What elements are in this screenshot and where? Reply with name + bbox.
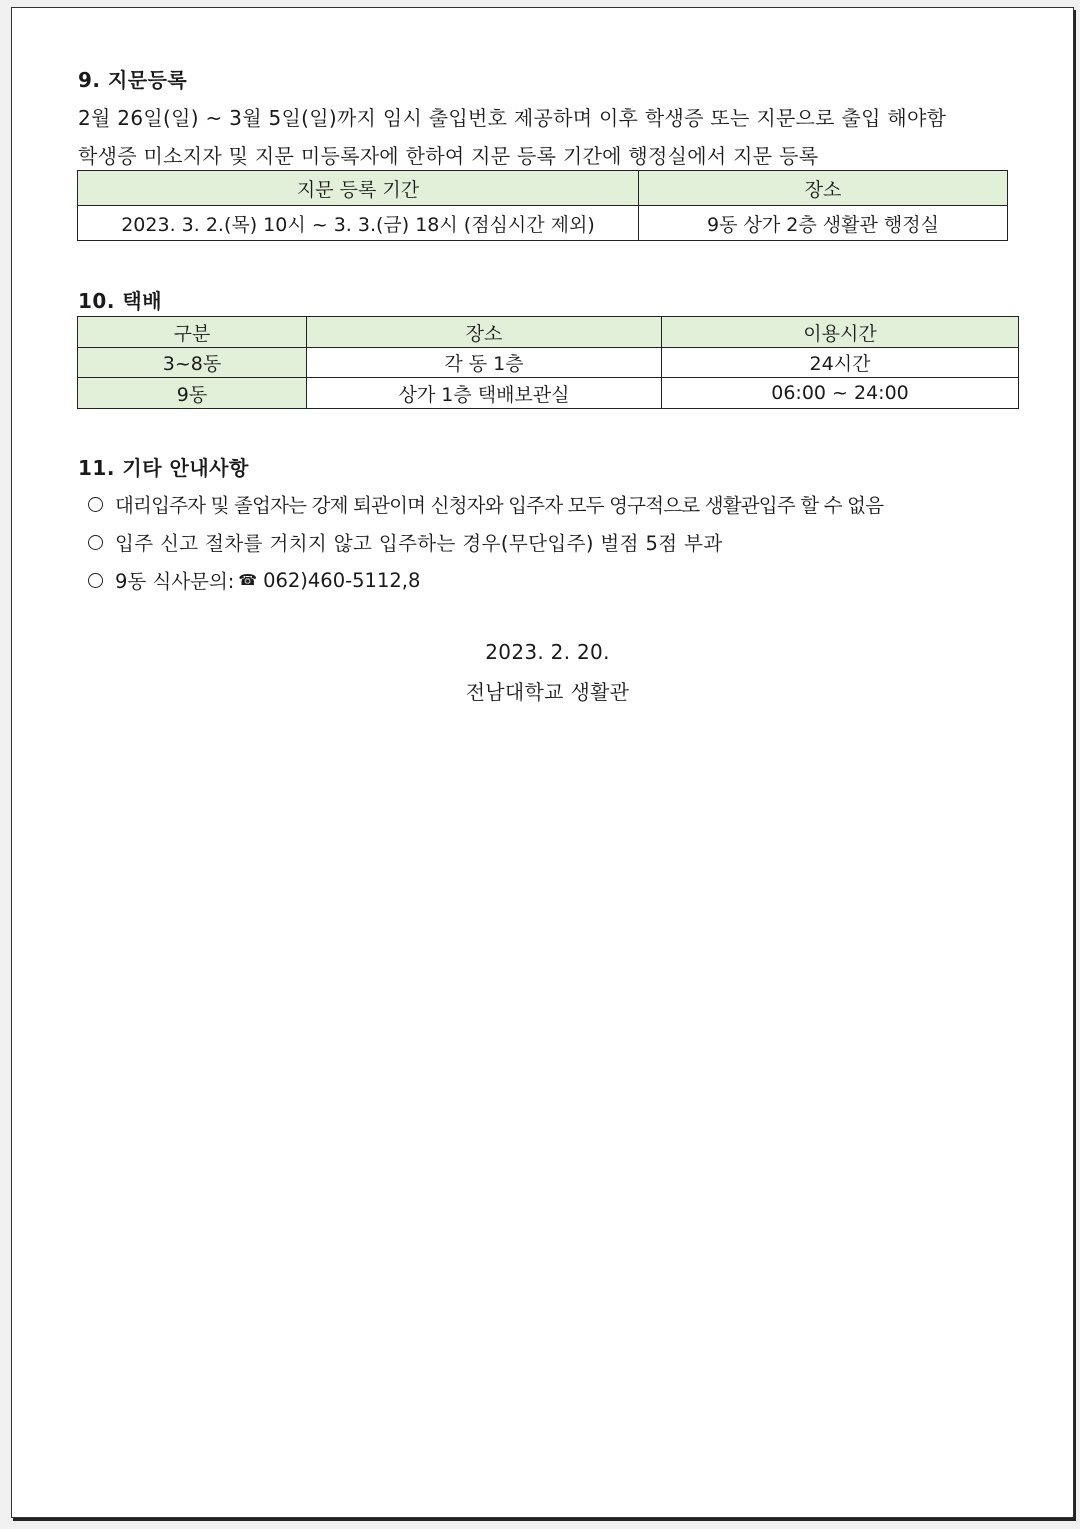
table-cell: 06:00 ~ 24:00	[662, 378, 1019, 409]
list-item-text: 대리입주자 및 졸업자는 강제 퇴관이며 신청자와 입주자 모두 영구적으로 생활관입주 할 수 없음	[115, 494, 884, 517]
fingerprint-table	[77, 170, 1008, 241]
list-item	[88, 490, 883, 518]
table-cell: 9동	[78, 378, 307, 409]
table-cell: 각 동 1층	[307, 348, 662, 378]
table-header-cell: 장소	[307, 317, 662, 348]
section-10-title: 10. 택배	[78, 289, 163, 313]
contact-label: 9동 식사문의:	[115, 570, 235, 593]
issuer-org: 전남대학교 생활관	[465, 680, 630, 704]
section-9-line-1: 2월 26일(일) ~ 3월 5일(일)까지 임시 출입번호 제공하며 이후 학생증 또는 지문으로 출입 해야함	[78, 106, 947, 130]
table-row	[78, 378, 1019, 409]
table-header-row	[78, 317, 1019, 348]
phone-icon: ☎	[238, 571, 258, 589]
bullet-circle-icon	[88, 497, 103, 512]
table-header-cell: 지문 등록 기간	[78, 171, 639, 206]
section-9-line-2: 학생증 미소지자 및 지문 미등록자에 한하여 지문 등록 기간에 행정실에서 지문 등록	[78, 144, 819, 168]
document-page	[11, 7, 1074, 1518]
table-row	[78, 206, 1008, 241]
section-11-title: 11. 기타 안내사항	[78, 456, 249, 480]
table-header-row	[78, 171, 1008, 206]
table-row	[78, 348, 1019, 378]
table-header-cell: 구분	[78, 317, 307, 348]
list-item	[88, 566, 420, 594]
table-header-cell: 이용시간	[662, 317, 1019, 348]
table-cell: 24시간	[662, 348, 1019, 378]
list-item-text: 입주 신고 절차를 거치지 않고 입주하는 경우(무단입주) 벌점 5점 부과	[115, 532, 723, 555]
list-item	[88, 528, 723, 556]
table-cell: 2023. 3. 2.(목) 10시 ~ 3. 3.(금) 18시 (점심시간 제외)	[78, 206, 639, 241]
bullet-circle-icon	[88, 535, 103, 550]
contact-number: 062)460-5112,8	[263, 568, 421, 592]
delivery-table	[77, 316, 1019, 409]
issue-date: 2023. 2. 20.	[485, 640, 610, 664]
table-cell: 9동 상가 2층 생활관 행정실	[639, 206, 1008, 241]
section-9-title: 9. 지문등록	[78, 68, 188, 92]
table-header-cell: 장소	[639, 171, 1008, 206]
table-cell: 상가 1층 택배보관실	[307, 378, 662, 409]
bullet-circle-icon	[88, 573, 103, 588]
table-cell: 3~8동	[78, 348, 307, 378]
